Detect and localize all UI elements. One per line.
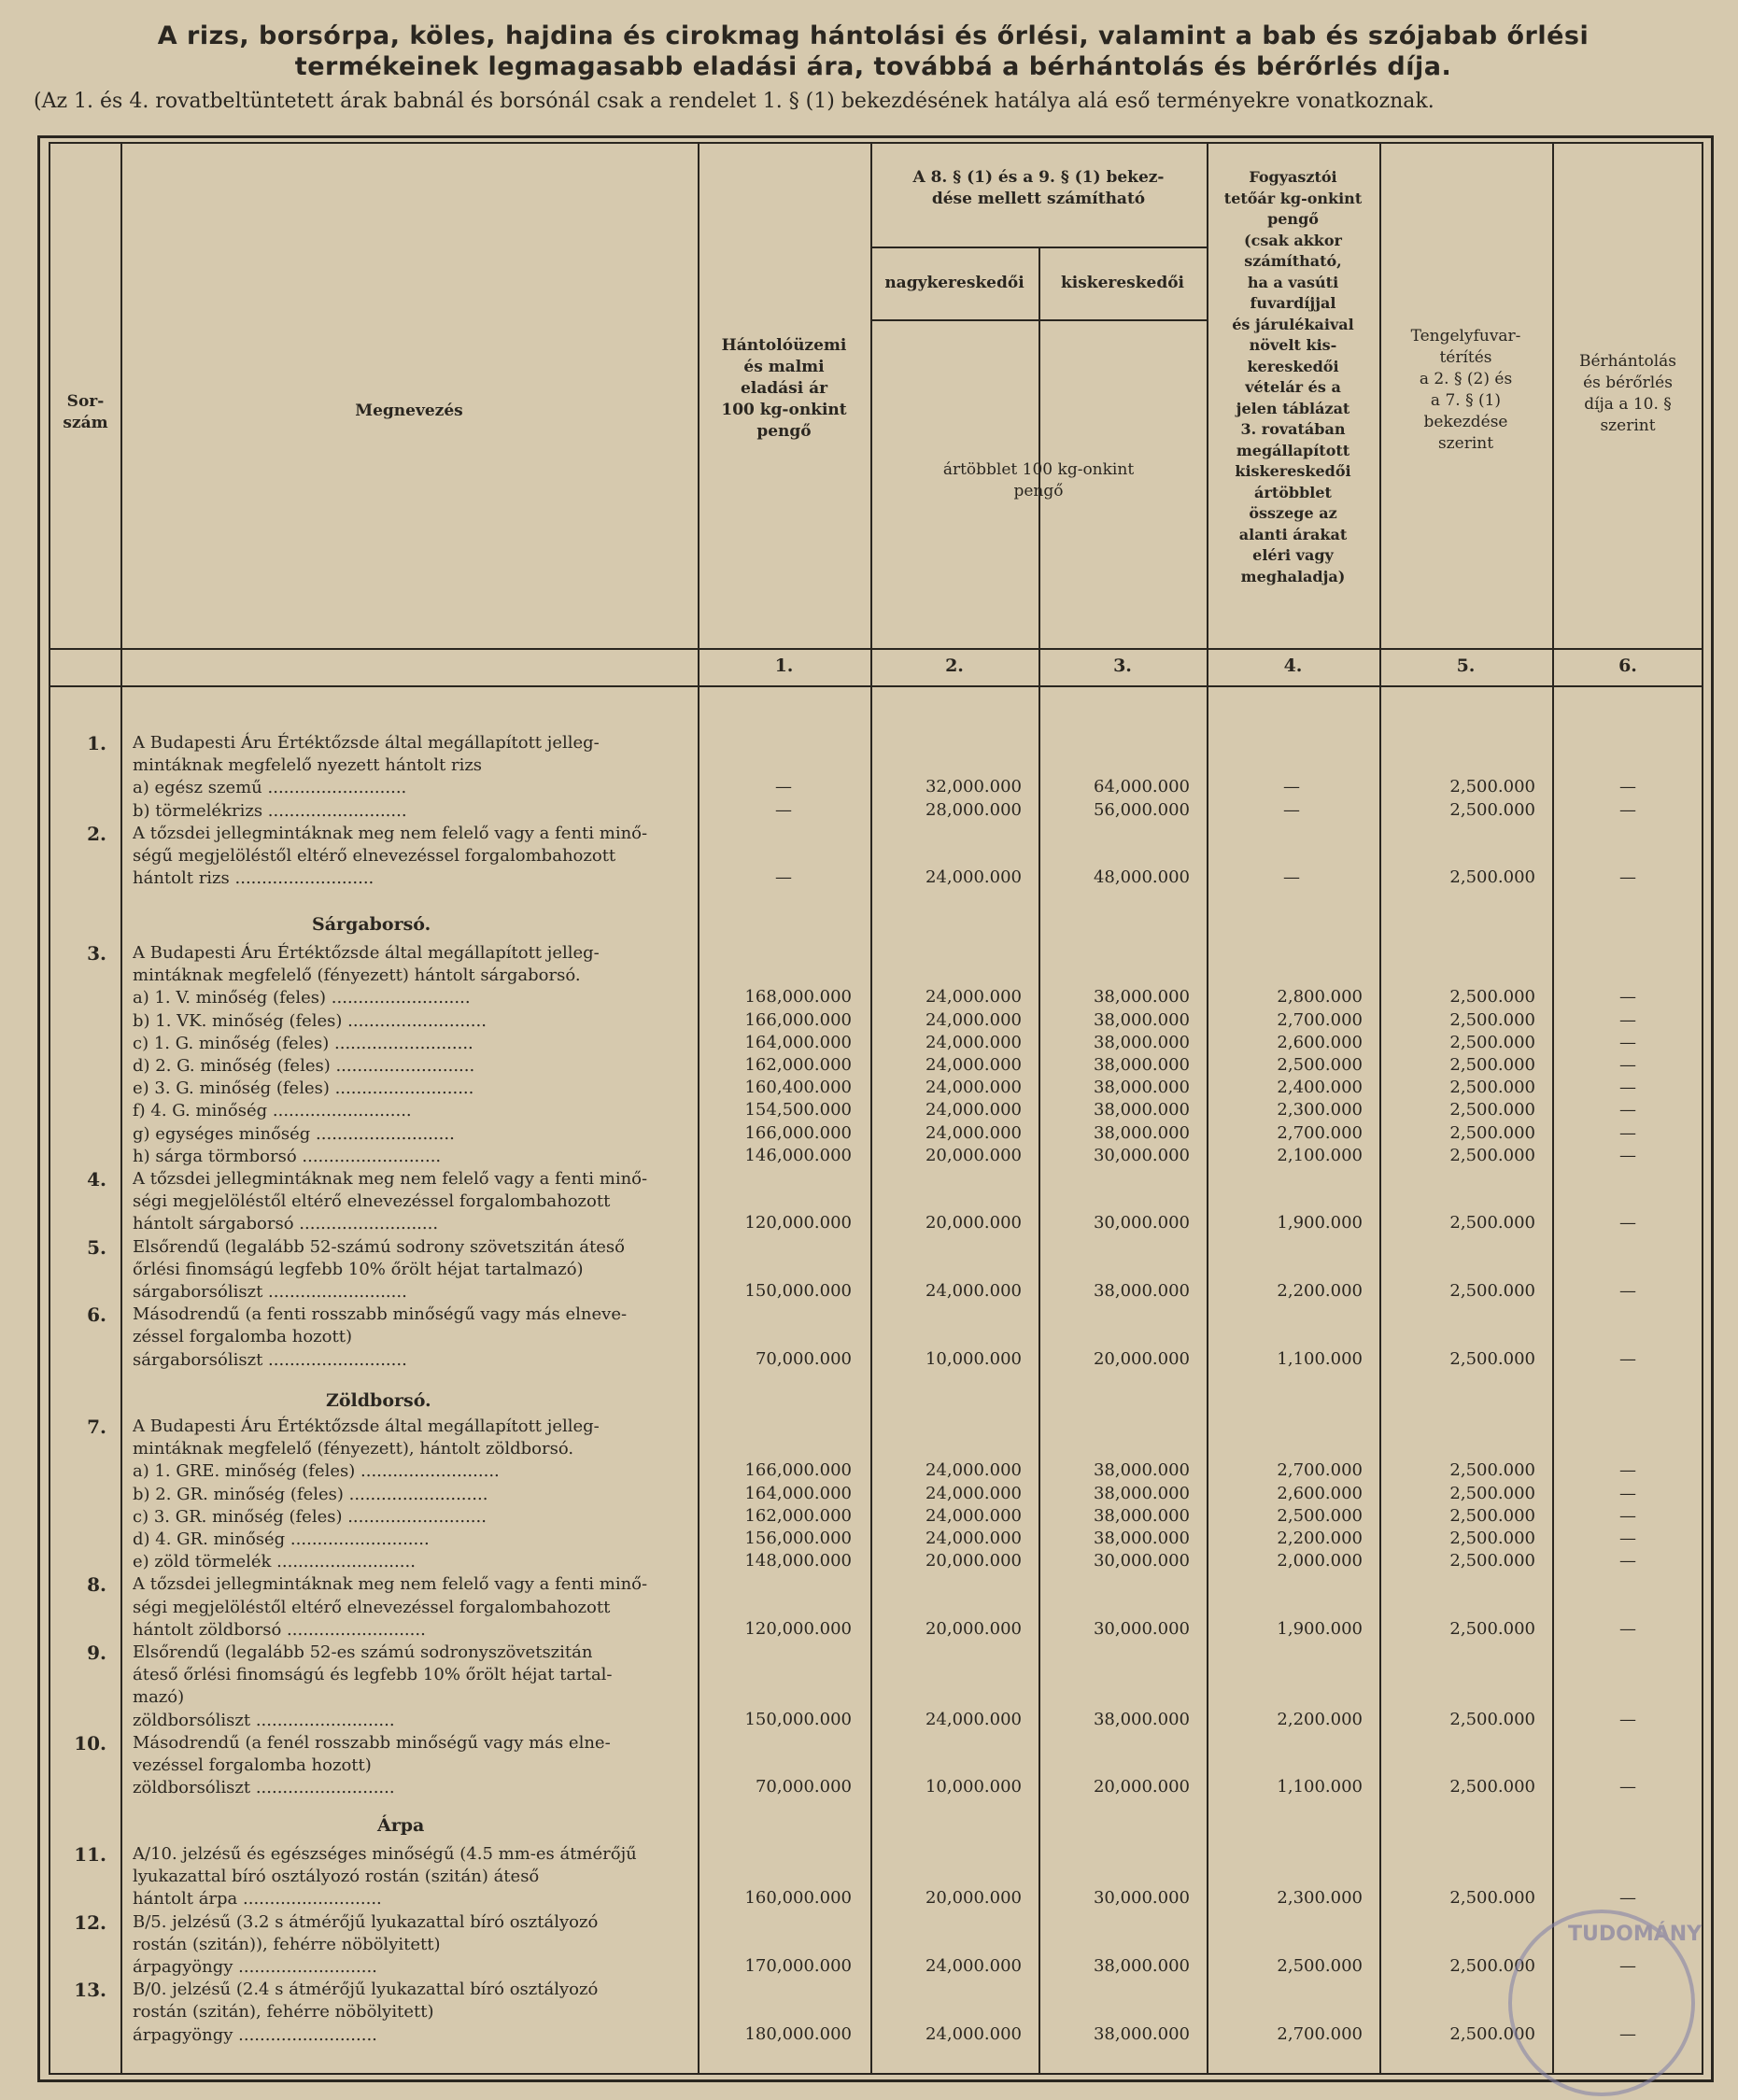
header-line <box>50 685 1702 687</box>
cell-c4: 2,200.000 <box>1277 1529 1363 1548</box>
cell-c3: 38,000.000 <box>1093 1055 1190 1075</box>
cell-c2: 20,000.000 <box>925 1888 1022 1909</box>
cell-c1: 160,000.000 <box>744 1888 852 1909</box>
cell-c6: — <box>1619 1009 1636 1030</box>
cell-c3: 38,000.000 <box>1093 1100 1190 1120</box>
row-description: Másodrendű (a fenti rosszabb minőségű vagy más elneve- <box>133 1304 628 1325</box>
cell-c2: 10,000.000 <box>925 1348 1022 1369</box>
cell-c3: 38,000.000 <box>1093 1709 1190 1729</box>
cell-c1: 162,000.000 <box>744 1055 852 1075</box>
cell-c5: 2,500.000 <box>1449 1483 1535 1503</box>
cell-c2: 24,000.000 <box>925 1460 1022 1481</box>
cell-c5: 2,500.000 <box>1449 777 1535 797</box>
cell-c2: 24,000.000 <box>925 1122 1022 1143</box>
cell-c5: 2,500.000 <box>1449 1709 1535 1729</box>
cell-c4: 2,700.000 <box>1277 1009 1363 1030</box>
cell-c2: 24,000.000 <box>925 1483 1022 1503</box>
header-col23-unit: ártöbblet 100 kg-onkint pengő <box>942 460 1135 500</box>
cell-c1: 148,000.000 <box>744 1551 852 1571</box>
cell-c6: — <box>1619 777 1636 797</box>
row-description: rostán (szitán), fehérre nöbölyitett) <box>133 2002 434 2022</box>
row-description: ségi megjelöléstől eltérő elnevezéssel forgalombahozott <box>133 1597 611 1617</box>
cell-c6: — <box>1619 987 1636 1008</box>
row-description: áteső őrlési finomságú és legfebb 10% őrölt héjat tartal- <box>133 1665 613 1685</box>
cell-c3: 38,000.000 <box>1093 1032 1190 1052</box>
cell-c1: 160,400.000 <box>744 1078 852 1098</box>
row-description: B/5. jelzésű (3.2 s átmérőjű lyukazattal bíró osztályozó <box>133 1911 599 1932</box>
cell-c3: 20,000.000 <box>1093 1348 1190 1369</box>
col-number-1: 1. <box>774 655 794 676</box>
cell-c5: 2,500.000 <box>1449 987 1535 1008</box>
cell-c1: 70,000.000 <box>755 1348 852 1369</box>
cell-c2: 24,000.000 <box>925 1709 1022 1729</box>
cell-c5: 2,500.000 <box>1449 1460 1535 1481</box>
cell-c1: 120,000.000 <box>744 1618 852 1639</box>
col-number-5: 5. <box>1456 655 1476 676</box>
cell-c4: 1,900.000 <box>1277 1213 1363 1233</box>
cell-c4: 2,500.000 <box>1277 1956 1363 1976</box>
row-description: e) zöld törmelék .......................... <box>133 1552 416 1572</box>
cell-c4: — <box>1283 777 1300 797</box>
header-col6: Bérhántolás és bérőrlés díja a 10. § szerint <box>1578 352 1677 435</box>
cell-c2: 10,000.000 <box>925 1777 1022 1797</box>
cell-c6: — <box>1619 1529 1636 1548</box>
cell-c2: 24,000.000 <box>925 2023 1022 2044</box>
row-description: mintáknak megfelelő (fényezett) hántolt sárgaborsó. <box>133 965 581 986</box>
row-number: 9. <box>87 1642 106 1664</box>
cell-c5: 2,500.000 <box>1449 1551 1535 1571</box>
cell-c6: — <box>1619 1122 1636 1143</box>
cell-c6: — <box>1619 867 1636 888</box>
row-description: d) 4. GR. minőség .......................... <box>133 1529 430 1549</box>
section-arpa: Árpa <box>377 1815 425 1836</box>
col-line <box>120 144 122 2073</box>
row-description: e) 3. G. minőség (feles) .......................... <box>133 1078 474 1099</box>
cell-c3: 38,000.000 <box>1093 1529 1190 1548</box>
cell-c2: 24,000.000 <box>925 1505 1022 1526</box>
cell-c5: 2,500.000 <box>1449 1100 1535 1120</box>
title-line-1: A rizs, borsórpa, köles, hajdina és cirokmag hántolási és őrlési, valamint a bab és szójabab őrlési <box>157 21 1590 50</box>
cell-c6: — <box>1619 1145 1636 1165</box>
cell-c3: 20,000.000 <box>1093 1777 1190 1797</box>
header-col3: kiskereskedői <box>1060 274 1185 292</box>
row-number: 10. <box>74 1731 106 1755</box>
cell-c3: 38,000.000 <box>1093 2023 1190 2044</box>
cell-c4: 2,000.000 <box>1277 1551 1363 1571</box>
cell-c5: 2,500.000 <box>1449 1529 1535 1548</box>
cell-c5: 2,500.000 <box>1449 1078 1535 1098</box>
cell-c5: 2,500.000 <box>1449 799 1535 820</box>
cell-c4: 2,700.000 <box>1277 1122 1363 1143</box>
cell-c1: 180,000.000 <box>744 2023 852 2044</box>
cell-c3: 30,000.000 <box>1093 1888 1190 1909</box>
row-number: 4. <box>87 1168 106 1191</box>
cell-c5: 2,500.000 <box>1449 1777 1535 1797</box>
cell-c5: 2,500.000 <box>1449 1055 1535 1075</box>
row-description: A Budapesti Áru Értéktőzsde által megállapított jelleg- <box>133 733 600 753</box>
cell-c3: 38,000.000 <box>1093 1281 1190 1301</box>
row-description: a) 1. GRE. minőség (feles) .......................... <box>133 1461 500 1482</box>
cell-c5: 2,500.000 <box>1449 1348 1535 1369</box>
row-number: 1. <box>87 732 106 754</box>
col-number-6: 6. <box>1618 655 1637 676</box>
cell-c2: 24,000.000 <box>925 1281 1022 1301</box>
cell-c3: 30,000.000 <box>1093 1145 1190 1165</box>
row-description: mintáknak megfelelő nyezett hántolt rizs <box>133 755 483 776</box>
cell-c1: 166,000.000 <box>744 1009 852 1030</box>
row-description: sárgaborsóliszt .......................... <box>133 1282 407 1302</box>
cell-c6: — <box>1619 1348 1636 1369</box>
row-description: A tőzsdei jellegmintáknak meg nem felelő vagy a fenti minő- <box>133 1574 648 1595</box>
cell-c1: 162,000.000 <box>744 1505 852 1526</box>
cell-c4: 2,500.000 <box>1277 1055 1363 1075</box>
row-description: ségi megjelöléstől eltérő elnevezéssel forgalombahozott <box>133 1191 611 1212</box>
col-number-3: 3. <box>1113 655 1132 676</box>
cell-c3: 64,000.000 <box>1093 777 1190 797</box>
cell-c1: — <box>775 777 792 797</box>
cell-c3: 38,000.000 <box>1093 1483 1190 1503</box>
header-col4: Fogyasztói tetőár kg-onkint pengő (csak akkor számítható, ha a vasúti fuvardíjjal és járulékaival növelt kis- kereskedői vételár és a jelen táblázat 3. rovatában megállapított kiskereskedői ártöbblet összege az alanti árakat eléri vagy meghaladja) <box>1223 168 1363 585</box>
row-description: zöldborsóliszt .......................... <box>133 1710 395 1730</box>
cell-c2: 24,000.000 <box>925 1100 1022 1120</box>
row-description: zöldborsóliszt .......................... <box>133 1778 395 1798</box>
row-description: Elsőrendű (legalább 52-számú sodrony szövetszitán áteső <box>133 1236 626 1257</box>
document-title <box>37 21 1709 82</box>
cell-c1: 156,000.000 <box>744 1529 852 1548</box>
col-number-4: 4. <box>1283 655 1303 676</box>
cell-c4: 2,800.000 <box>1277 987 1363 1008</box>
cell-c1: — <box>775 799 792 820</box>
row-description: d) 2. G. minőség (feles) .......................... <box>133 1056 475 1076</box>
stamp-text: TUDOMÁNY <box>1568 1923 1703 1946</box>
cell-c6: — <box>1619 1709 1636 1729</box>
cell-c2: 20,000.000 <box>925 1213 1022 1233</box>
cell-c1: 164,000.000 <box>744 1483 852 1503</box>
row-description: árpagyöngy .......................... <box>133 1957 377 1977</box>
cell-c5: 2,500.000 <box>1449 1618 1535 1639</box>
cell-c6: — <box>1619 1032 1636 1052</box>
row-description: Elsőrendű (legalább 52-es számú sodronyszövetszitán <box>133 1642 593 1662</box>
col-number-2: 2. <box>945 655 964 676</box>
row-number: 7. <box>87 1416 106 1438</box>
cell-c3: 38,000.000 <box>1093 1505 1190 1526</box>
cell-c3: 38,000.000 <box>1093 1122 1190 1143</box>
row-number: 3. <box>87 942 106 965</box>
cell-c6: — <box>1619 1078 1636 1098</box>
cell-c6: — <box>1619 1777 1636 1797</box>
cell-c4: 2,200.000 <box>1277 1709 1363 1729</box>
cell-c1: 154,500.000 <box>744 1100 852 1120</box>
cell-c6: — <box>1619 1483 1636 1503</box>
row-number: 6. <box>87 1304 106 1327</box>
row-description: hántolt zöldborsó .......................... <box>133 1619 426 1640</box>
cell-c2: 32,000.000 <box>925 777 1022 797</box>
cell-c6: — <box>1619 1055 1636 1075</box>
row-description: b) 1. VK. minőség (feles) .......................... <box>133 1010 487 1031</box>
cell-c1: 150,000.000 <box>744 1281 852 1301</box>
header-line <box>870 319 1207 321</box>
cell-c1: 70,000.000 <box>755 1777 852 1797</box>
row-description: hántolt árpa .......................... <box>133 1889 382 1910</box>
cell-c5: 2,500.000 <box>1449 1009 1535 1030</box>
cell-c3: 30,000.000 <box>1093 1213 1190 1233</box>
cell-c1: — <box>775 867 792 888</box>
row-number: 2. <box>87 822 106 845</box>
row-description: c) 1. G. minőség (feles) .......................... <box>133 1033 473 1053</box>
cell-c4: 2,600.000 <box>1277 1032 1363 1052</box>
row-description: vezéssel forgalomba hozott) <box>133 1755 372 1775</box>
cell-c5: 2,500.000 <box>1449 1122 1535 1143</box>
cell-c6: — <box>1619 1888 1636 1909</box>
row-description: lyukazattal bíró osztályozó rostán (szitán) áteső <box>133 1867 540 1887</box>
cell-c3: 56,000.000 <box>1093 799 1190 820</box>
row-description: sárgaborsóliszt .......................... <box>133 1349 407 1370</box>
row-description: h) sárga törmborsó .......................... <box>133 1146 442 1166</box>
cell-c2: 24,000.000 <box>925 987 1022 1008</box>
cell-c4: 2,600.000 <box>1277 1483 1363 1503</box>
cell-c4: 2,500.000 <box>1277 1505 1363 1526</box>
cell-c6: — <box>1619 1618 1636 1639</box>
row-description: hántolt sárgaborsó .......................... <box>133 1214 439 1234</box>
cell-c3: 30,000.000 <box>1093 1618 1190 1639</box>
price-table <box>49 142 1703 2075</box>
row-description: A tőzsdei jellegmintáknak meg nem felelő vagy a fenti minő- <box>133 1169 648 1189</box>
row-number: 13. <box>74 1979 106 2002</box>
library-stamp <box>1508 1910 1703 2096</box>
header-line <box>50 648 1702 650</box>
cell-c2: 24,000.000 <box>925 1956 1022 1976</box>
row-description: g) egységes minőség .......................... <box>133 1123 455 1144</box>
header-sorszam: Sor- szám <box>63 392 108 432</box>
cell-c2: 20,000.000 <box>925 1551 1022 1571</box>
row-description: A Budapesti Áru Értéktőzsde által megállapított jelleg- <box>133 943 600 963</box>
row-description: őrlési finomságú legfebb 10% őrölt héjat tartalmazó) <box>133 1259 584 1279</box>
cell-c3: 38,000.000 <box>1093 1009 1190 1030</box>
cell-c5: 2,500.000 <box>1449 1505 1535 1526</box>
cell-c4: 2,200.000 <box>1277 1281 1363 1301</box>
cell-c4: 1,100.000 <box>1277 1348 1363 1369</box>
row-description: árpagyöngy .......................... <box>133 2024 377 2045</box>
cell-c4: 2,700.000 <box>1277 2023 1363 2044</box>
col-line <box>1039 247 1040 2073</box>
title-line-2: termékeinek legmagasabb eladási ára, továbbá a bérhántolás és bérőrlés díja. <box>294 52 1452 81</box>
row-description: ségű megjelöléstől eltérő elnevezéssel forgalombahozott <box>133 846 616 866</box>
cell-c2: 20,000.000 <box>925 1618 1022 1639</box>
row-description: b) 2. GR. minőség (feles) .......................... <box>133 1484 488 1504</box>
cell-c1: 168,000.000 <box>744 987 852 1008</box>
cell-c4: 2,400.000 <box>1277 1078 1363 1098</box>
cell-c6: — <box>1619 799 1636 820</box>
row-description: Másodrendű (a fenél rosszabb minőségű vagy más elne- <box>133 1732 611 1753</box>
section-sargaborso: Sárgaborsó. <box>312 914 431 935</box>
row-number: 12. <box>74 1910 106 1934</box>
note-line: (Az 1. és 4. rovatbeltüntetett árak babnál és borsónál csak a rendelet 1. § (1) bekezdésének hatálya alá eső terményekre vonatkoznak. <box>34 90 1434 113</box>
cell-c1: 120,000.000 <box>744 1213 852 1233</box>
section-zoldborso: Zöldborsó. <box>326 1390 431 1411</box>
cell-c1: 166,000.000 <box>744 1460 852 1481</box>
cell-c1: 170,000.000 <box>744 1956 852 1976</box>
cell-c1: 166,000.000 <box>744 1122 852 1143</box>
header-megnevezes: Megnevezés <box>355 402 463 420</box>
cell-c1: 150,000.000 <box>744 1709 852 1729</box>
cell-c4: 2,300.000 <box>1277 1100 1363 1120</box>
row-description: hántolt rizs .......................... <box>133 868 374 889</box>
row-description: A/10. jelzésű és egészséges minőségű (4.5 mm-es átmérőjű <box>133 1844 637 1864</box>
row-number: 5. <box>87 1235 106 1259</box>
header-col2: nagykereskedői <box>884 274 1024 292</box>
cell-c3: 38,000.000 <box>1093 1460 1190 1481</box>
cell-c4: 1,100.000 <box>1277 1777 1363 1797</box>
row-description: A Budapesti Áru Értéktőzsde által megállapított jelleg- <box>133 1416 600 1436</box>
row-description: f) 4. G. minőség .......................... <box>133 1101 412 1121</box>
cell-c5: 2,500.000 <box>1449 867 1535 888</box>
row-description: rostán (szitán)), fehérre nöbölyitett) <box>133 1934 441 1954</box>
cell-c5: 2,500.000 <box>1449 1145 1535 1165</box>
col-line <box>870 144 872 2073</box>
row-description: a) egész szemű .......................... <box>133 778 407 798</box>
cell-c2: 24,000.000 <box>925 1032 1022 1052</box>
cell-c6: — <box>1619 2023 1636 2044</box>
row-description: b) törmelékrizs .......................... <box>133 800 407 821</box>
cell-c5: 2,500.000 <box>1449 1032 1535 1052</box>
cell-c2: 24,000.000 <box>925 1009 1022 1030</box>
cell-c1: 146,000.000 <box>744 1145 852 1165</box>
row-description: B/0. jelzésű (2.4 s átmérőjű lyukazattal bíró osztályozó <box>133 1980 599 2000</box>
cell-c6: — <box>1619 1460 1636 1481</box>
header-col5: Tengelyfuvar- térítés a 2. § (2) és a 7. § (1) bekezdése szerint <box>1410 327 1521 453</box>
cell-c5: 2,500.000 <box>1449 1956 1535 1976</box>
row-number: 11. <box>74 1843 106 1866</box>
row-description: zéssel forgalomba hozott) <box>133 1327 352 1347</box>
cell-c6: — <box>1619 1505 1636 1526</box>
cell-c6: — <box>1619 1956 1636 1976</box>
cell-c3: 38,000.000 <box>1093 987 1190 1008</box>
row-description: c) 3. GR. minőség (feles) .......................... <box>133 1506 487 1527</box>
cell-c4: 2,300.000 <box>1277 1888 1363 1909</box>
cell-c3: 48,000.000 <box>1093 867 1190 888</box>
cell-c2: 24,000.000 <box>925 867 1022 888</box>
header-line <box>870 247 1207 248</box>
cell-c4: 2,100.000 <box>1277 1145 1363 1165</box>
cell-c2: 28,000.000 <box>925 799 1022 820</box>
row-number: 8. <box>87 1573 106 1597</box>
cell-c2: 24,000.000 <box>925 1078 1022 1098</box>
cell-c3: 30,000.000 <box>1093 1551 1190 1571</box>
row-description: A tőzsdei jellegmintáknak meg nem felelő vagy a fenti minő- <box>133 823 648 843</box>
row-description: a) 1. V. minőség (feles) .......................... <box>133 988 471 1008</box>
cell-c3: 38,000.000 <box>1093 1956 1190 1976</box>
row-description: mazó) <box>133 1687 185 1708</box>
cell-c6: — <box>1619 1213 1636 1233</box>
cell-c1: 164,000.000 <box>744 1032 852 1052</box>
cell-c4: 2,700.000 <box>1277 1460 1363 1481</box>
cell-c4: 1,900.000 <box>1277 1618 1363 1639</box>
header-col23-group: A 8. § (1) és a 9. § (1) bekez- dése mellett számítható <box>912 168 1165 208</box>
header-col1: Hántolóüzemi és malmi eladási ár 100 kg-onkint pengő <box>721 336 847 441</box>
cell-c2: 24,000.000 <box>925 1055 1022 1075</box>
cell-c2: 20,000.000 <box>925 1145 1022 1165</box>
cell-c5: 2,500.000 <box>1449 2023 1535 2044</box>
cell-c5: 2,500.000 <box>1449 1281 1535 1301</box>
cell-c6: — <box>1619 1551 1636 1571</box>
cell-c3: 38,000.000 <box>1093 1078 1190 1098</box>
cell-c6: — <box>1619 1281 1636 1301</box>
cell-c5: 2,500.000 <box>1449 1213 1535 1233</box>
cell-c5: 2,500.000 <box>1449 1888 1535 1909</box>
cell-c4: — <box>1283 799 1300 820</box>
row-description: mintáknak megfelelő (fényezett), hántolt zöldborsó. <box>133 1439 574 1459</box>
cell-c2: 24,000.000 <box>925 1529 1022 1548</box>
cell-c6: — <box>1619 1100 1636 1120</box>
cell-c4: — <box>1283 867 1300 888</box>
